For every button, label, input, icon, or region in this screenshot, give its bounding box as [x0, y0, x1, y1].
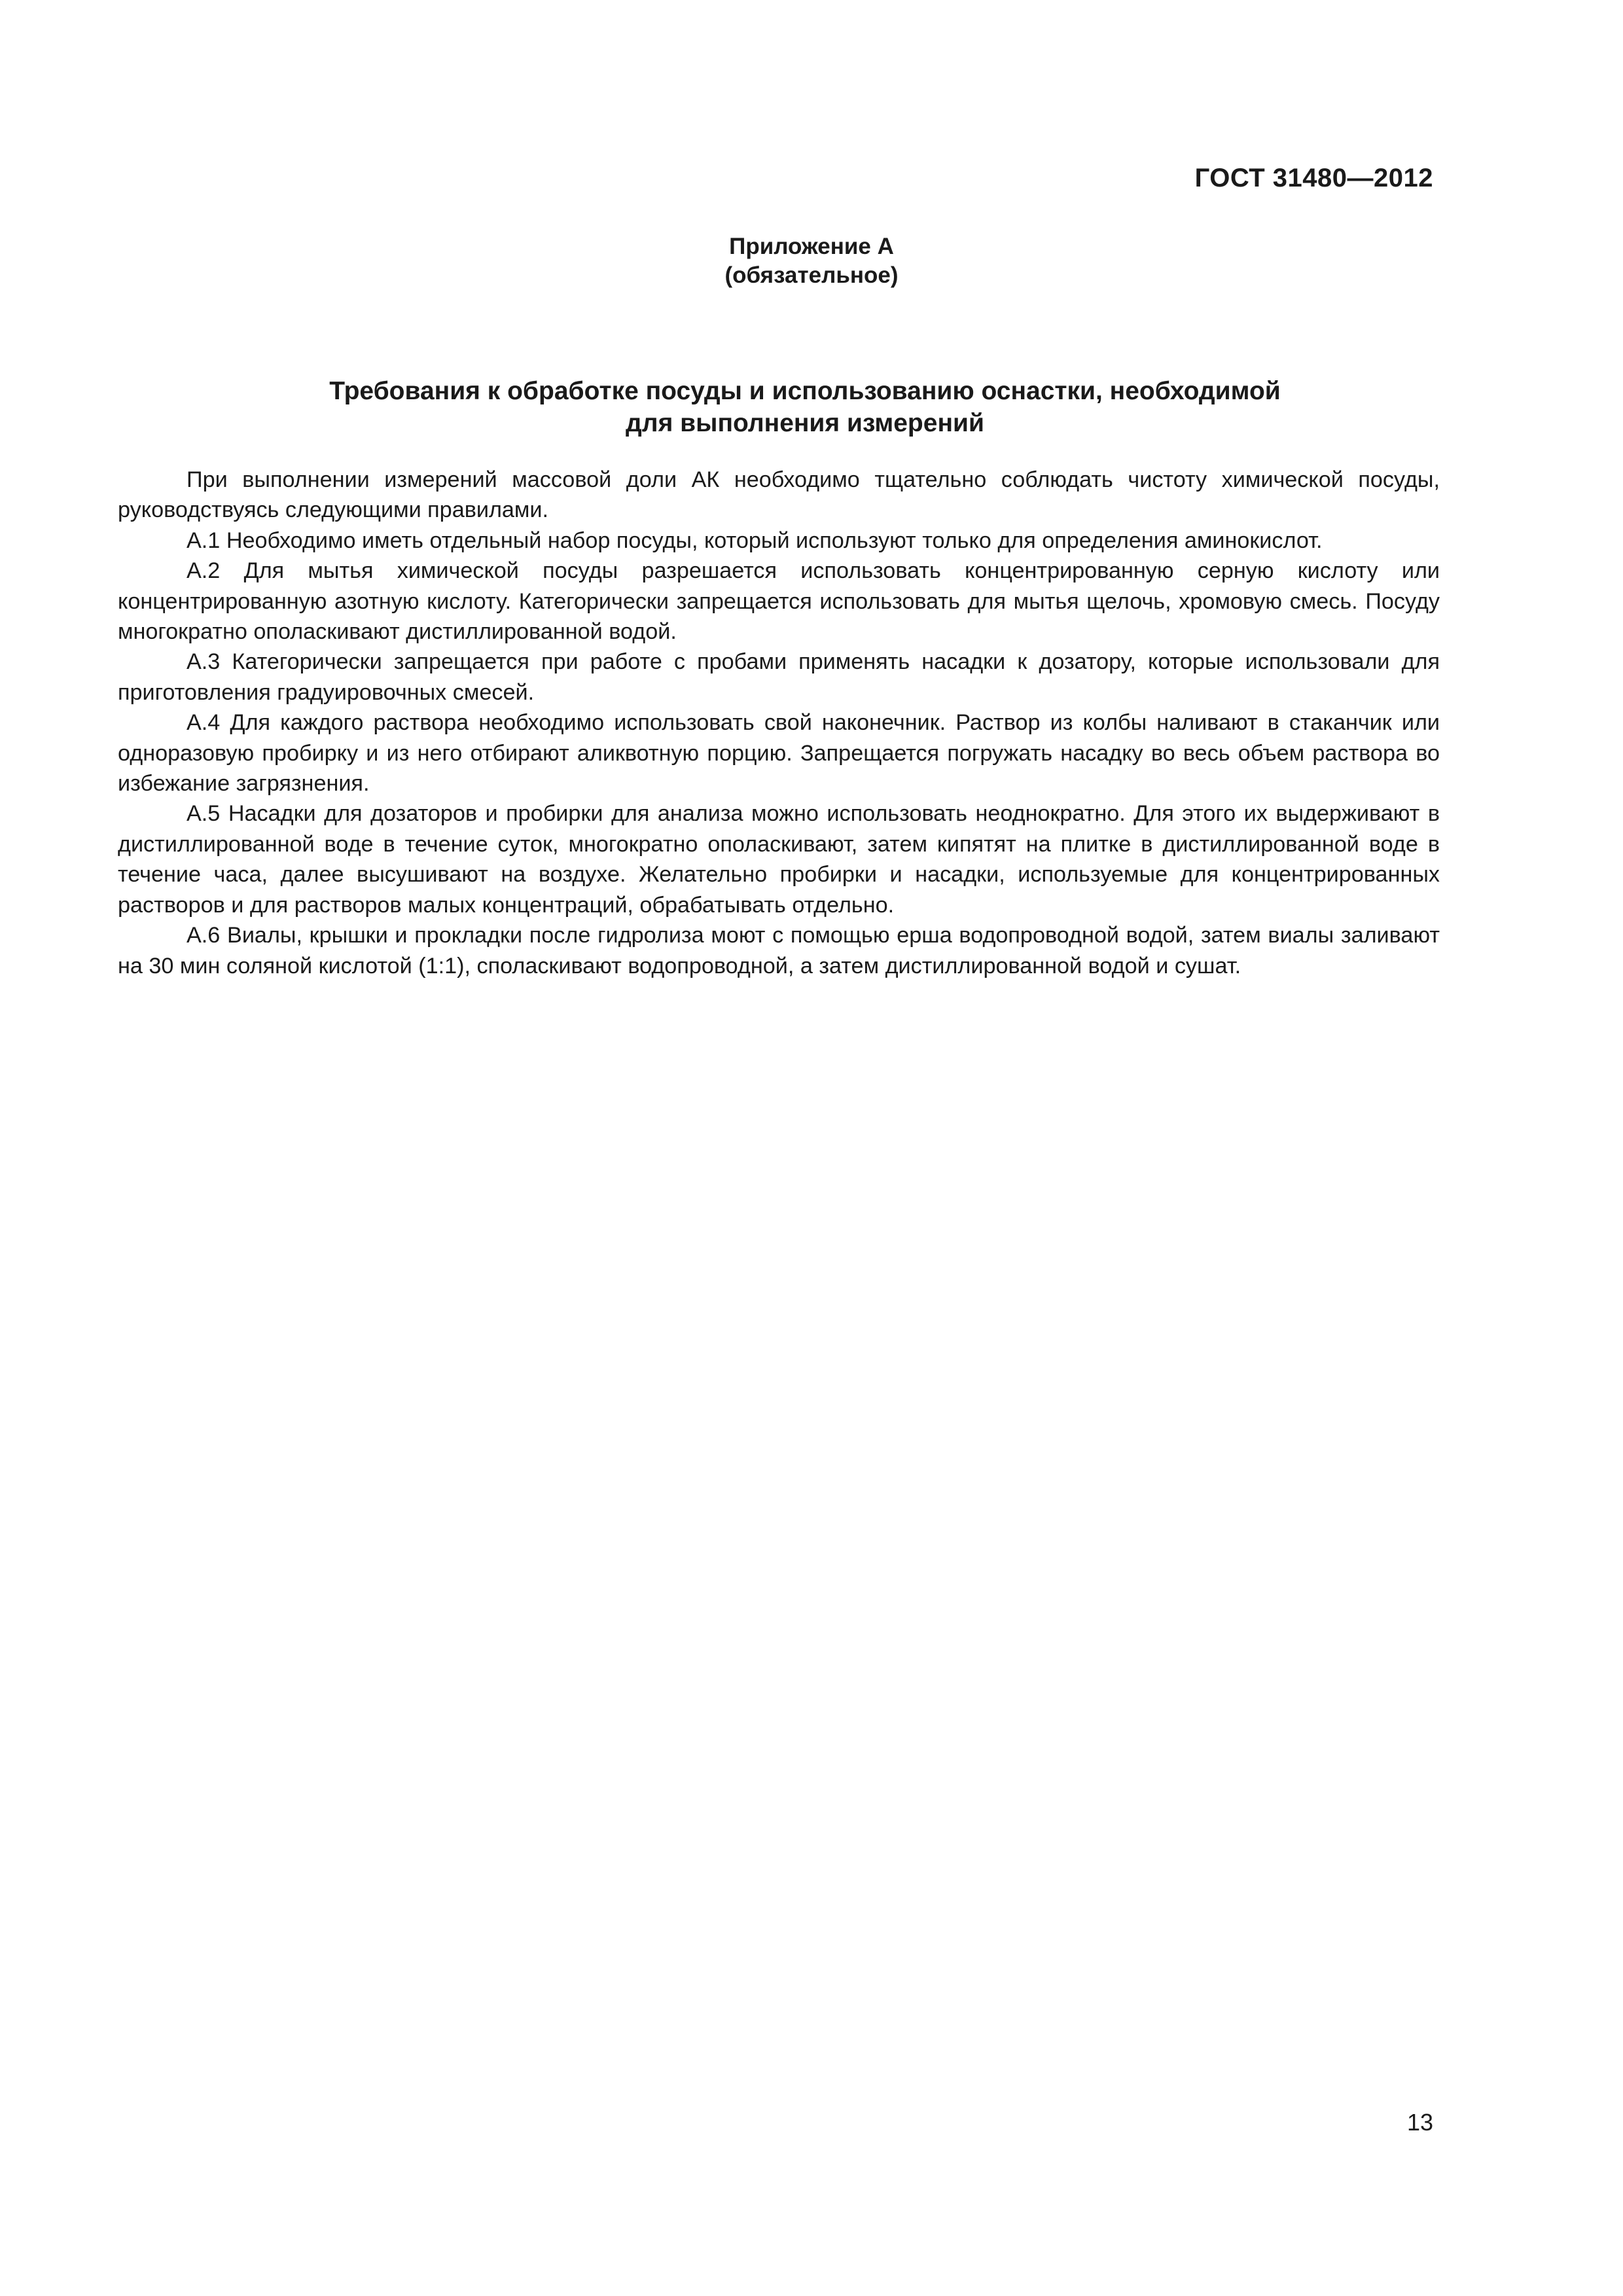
- paragraph-a2: А.2 Для мытья химической посуды разрешается использовать концентрированную серную кислоту или концентрированную азотную кислоту. Категорически запрещается использовать для мытья щелочь, хромовую смесь. Посуду многократно ополаскивают дистиллированной водой.: [118, 558, 1440, 645]
- body-text: [118, 465, 1440, 981]
- paragraph-a4: А.4 Для каждого раствора необходимо использовать свой наконечник. Раствор из колбы наливают в стаканчик или одноразовую пробирку и из него отбирают аликвотную порцию. Запрещается погружать насадку во весь объем раствора во избежание загрязнения.: [118, 710, 1440, 797]
- annex-heading: [0, 232, 1623, 290]
- paragraph-a5: А.5 Насадки для дозаторов и пробирки для анализа можно использовать неоднократно. Для этого их выдерживают в дистиллированной воде в течение суток, многократно ополаскивают, затем кипятят на плитке в дистиллированной воде в течение часа, далее высушивают на воздухе. Желательно пробирки и насадки, используемые для концентрированных растворов и для растворов малых концентраций, обрабатывать отдельно.: [118, 801, 1440, 918]
- page-number: 13: [1406, 2109, 1433, 2136]
- annex-label: Приложение А: [729, 234, 894, 259]
- paragraph-intro: При выполнении измерений массовой доли АК необходимо тщательно соблюдать чистоту химической посуды, руководствуясь следующими правилами.: [118, 467, 1440, 523]
- annex-title: [196, 375, 1414, 439]
- annex-title-line-1: Требования к обработке посуды и использованию оснастки, необходимой: [329, 377, 1281, 405]
- paragraph-a6: А.6 Виалы, крышки и прокладки после гидролиза моют с помощью ерша водопроводной водой, затем виалы заливают на 30 мин соляной кислотой (1:1), споласкивают водопроводной, а затем дистиллированной водой и сушат.: [118, 923, 1440, 978]
- document-code: ГОСТ 31480—2012: [1194, 164, 1433, 192]
- paragraph-a1: А.1 Необходимо иметь отдельный набор посуды, который используют только для определения аминокислот.: [187, 528, 1323, 553]
- annex-status: (обязательное): [724, 262, 899, 288]
- paragraph-a3: А.3 Категорически запрещается при работе с пробами применять насадки к дозатору, которые использовали для приготовления градуировочных смесей.: [118, 649, 1440, 705]
- annex-title-line-2: для выполнения измерений: [626, 409, 984, 437]
